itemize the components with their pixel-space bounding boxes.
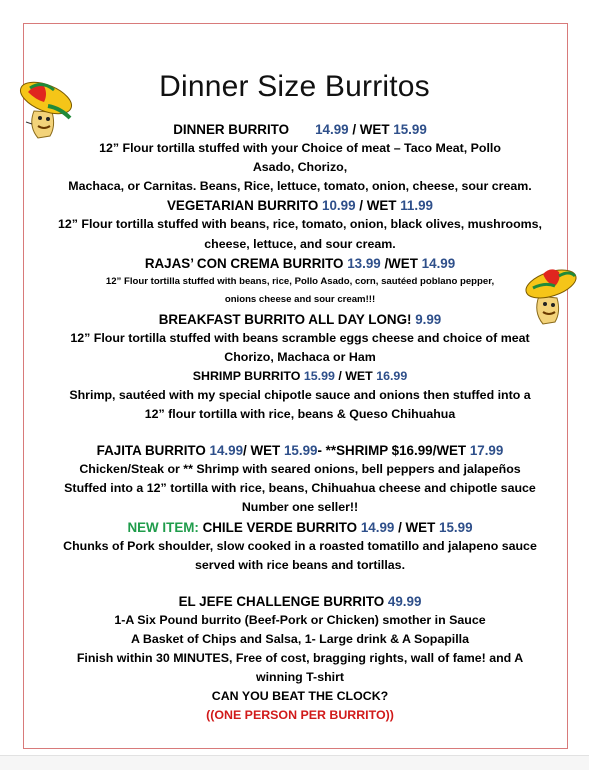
item-price: 13.99 xyxy=(347,255,381,271)
challenge-rule: ((ONE PERSON PER BURRITO)) xyxy=(206,708,394,723)
item-description: Chicken/Steak or ** Shrimp with seared onions, bell peppers and jalapeños xyxy=(79,462,521,477)
new-item-badge: NEW ITEM: xyxy=(127,519,199,535)
item-price: 9.99 xyxy=(415,311,442,327)
item-description: 12” Flour tortilla stuffed with beans, rice, Pollo Asado, corn, sautéed poblano pepper, xyxy=(105,275,495,287)
shrimp-wet-price: 17.99 xyxy=(469,443,504,459)
wet-label: / WET xyxy=(243,443,281,459)
wet-label: /WET xyxy=(384,255,418,271)
page-title: Dinner Size Burritos xyxy=(159,70,430,103)
wet-price: 15.99 xyxy=(393,122,427,137)
item-description: served with rice beans and tortillas. xyxy=(194,557,406,572)
item-price: 14.99 xyxy=(360,519,395,535)
item-price: 14.99 xyxy=(315,122,349,137)
item-description: cheese, lettuce, and sour cream. xyxy=(204,236,396,251)
item-price: 14.99 xyxy=(209,443,244,459)
item-description: Stuffed into a 12” tortilla with rice, beans, Chihuahua cheese and chipotle sauce xyxy=(64,481,536,496)
item-description: 12” Flour tortilla stuffed with beans scramble eggs cheese and choice of meat xyxy=(70,330,530,345)
wet-price: 15.99 xyxy=(283,443,318,459)
breakfast-burrito-heading xyxy=(58,310,542,329)
item-description: Shrimp, sautéed with my special chipotle sauce and onions then stuffed into a xyxy=(69,387,531,402)
item-price: 10.99 xyxy=(322,198,356,214)
item-name: FAJITA BURRITO xyxy=(96,443,206,459)
menu-list xyxy=(58,120,542,725)
wet-price: 11.99 xyxy=(400,198,433,214)
item-description: Number one seller!! xyxy=(241,500,359,515)
shrimp-burrito-heading xyxy=(58,367,542,386)
wet-label: / WET xyxy=(359,198,397,214)
spacer xyxy=(58,424,542,441)
shrimp-option-label: - **SHRIMP $16.99/WET xyxy=(317,443,467,459)
rajas-burrito-heading xyxy=(58,254,542,273)
item-description: 12” Flour tortilla stuffed with beans, rice, tomato, onion, black olives, mushrooms, xyxy=(58,217,543,232)
item-name: CHILE VERDE BURRITO xyxy=(202,519,358,535)
item-name: SHRIMP BURRITO xyxy=(192,368,301,383)
item-description: A Basket of Chips and Salsa, 1- Large drink & A Sopapilla xyxy=(130,631,470,646)
page-footer-bar xyxy=(0,755,589,770)
chile-verde-burrito-heading xyxy=(58,518,542,537)
item-description: Chorizo, Machaca or Ham xyxy=(224,349,376,364)
item-name: VEGETARIAN BURRITO xyxy=(167,198,319,214)
dinner-burrito-heading xyxy=(58,120,542,139)
spacer xyxy=(58,575,542,592)
item-description: Finish within 30 MINUTES, Free of cost, bragging rights, wall of fame! and A winning T-shirt xyxy=(76,651,524,685)
el-jefe-burrito-heading xyxy=(58,592,542,611)
item-description: 12” flour tortilla with rice, beans & Queso Chihuahua xyxy=(144,407,456,422)
wet-price: 16.99 xyxy=(376,368,408,383)
item-name: DINNER BURRITO xyxy=(173,122,290,137)
fajita-burrito-heading xyxy=(58,441,542,460)
item-description: 12” Flour tortilla stuffed with your Choice of meat – Taco Meat, Pollo Asado, Chorizo, xyxy=(99,141,501,175)
item-price: 49.99 xyxy=(387,593,422,609)
wet-label: / WET xyxy=(338,368,373,383)
wet-price: 15.99 xyxy=(439,519,473,535)
item-price: 15.99 xyxy=(303,368,335,383)
item-description: 1-A Six Pound burrito (Beef-Pork or Chicken) smother in Sauce xyxy=(114,612,486,627)
item-description: onions cheese and sour cream!!! xyxy=(224,294,376,306)
vegetarian-burrito-heading xyxy=(58,196,542,215)
challenge-question: CAN YOU BEAT THE CLOCK? xyxy=(211,689,389,704)
item-description: Chunks of Pork shoulder, slow cooked in a roasted tomatillo and jalapeno sauce xyxy=(63,538,537,553)
item-name: RAJAS’ CON CREMA BURRITO xyxy=(144,255,344,271)
item-name: EL JEFE CHALLENGE BURRITO xyxy=(178,593,385,609)
wet-label: / WET xyxy=(398,519,436,535)
item-description: Machaca, or Carnitas. Beans, Rice, lettuce, tomato, onion, cheese, sour cream. xyxy=(68,179,532,194)
wet-label: / WET xyxy=(352,122,390,137)
wet-price: 14.99 xyxy=(421,255,456,271)
item-name: BREAKFAST BURRITO ALL DAY LONG! xyxy=(158,311,412,327)
